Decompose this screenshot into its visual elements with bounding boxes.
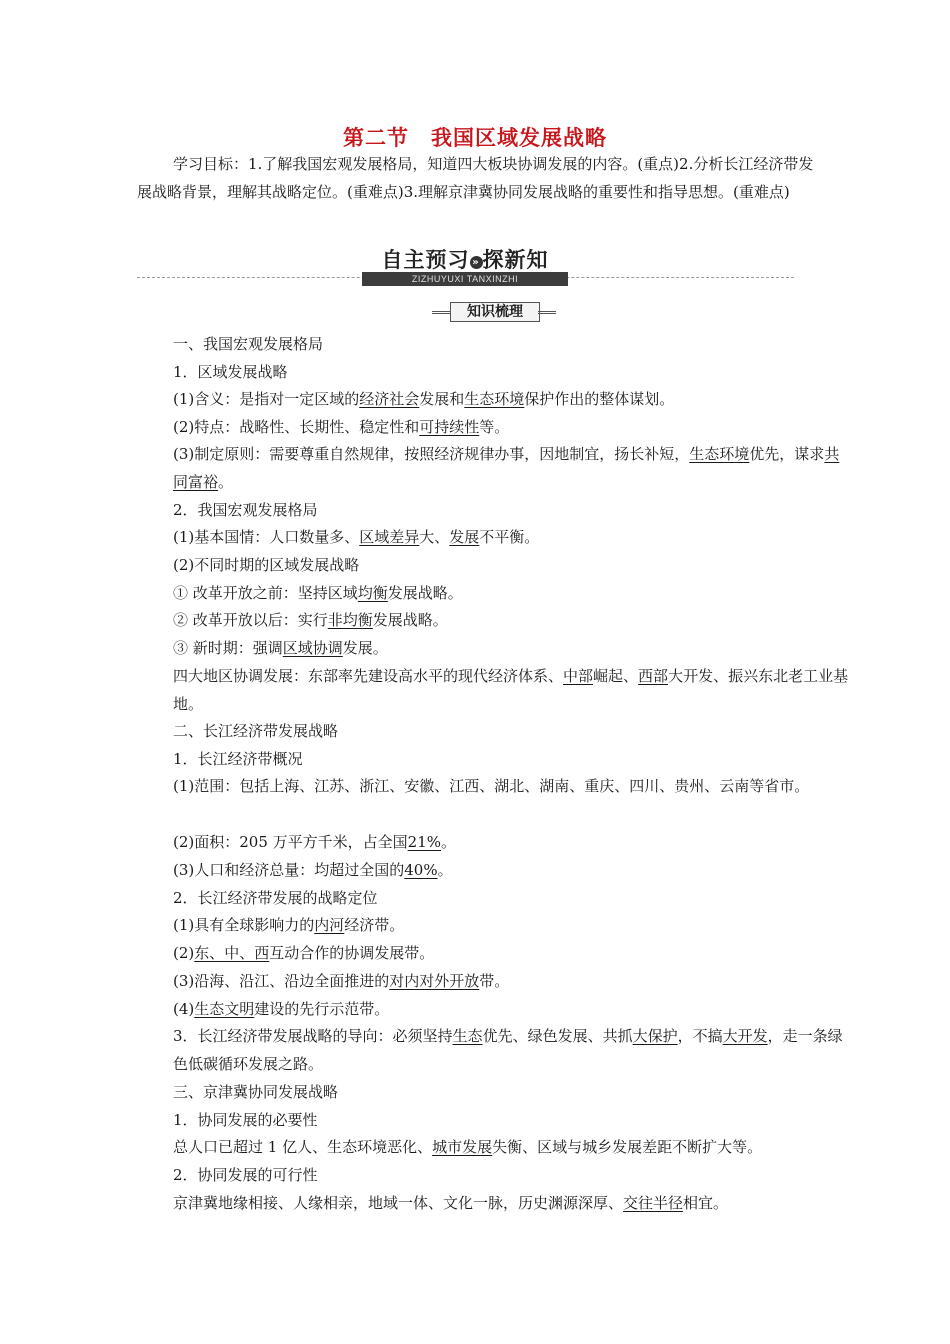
text-line: (1)基本国情：人口数量多、区域差异大、发展不平衡。 [173, 528, 540, 546]
answer-blank: 中部 [563, 667, 594, 685]
banner-title [362, 244, 568, 274]
answer-blank: 大保护 [632, 1027, 678, 1045]
answer-blank: 生态环 [689, 445, 735, 463]
text-line: (1)含义：是指对一定区域的经济社会发展和生态环境保护作出的整体谋划。 [173, 390, 675, 408]
answer-blank: 交往半径 [623, 1194, 684, 1212]
text-line: (1)范围：包括上海、江苏、浙江、安徽、江西、湖北、湖南、重庆、四川、贵州、云南等省市。 [173, 777, 810, 795]
subheading-3-1: 1．协同发展的必要性 [173, 1111, 318, 1129]
answer-blank: 大 [722, 1027, 738, 1045]
text-line: (2)特点：战略性、长期性、稳定性和可持续性等。 [173, 418, 510, 436]
subheading-1-2: 2．我国宏观发展格局 [173, 501, 318, 519]
heading-3: 三、京津冀协同发展战略 [173, 1083, 339, 1101]
heading-1: 一、我国宏观发展格局 [173, 335, 324, 353]
text-line: ② 改革开放以后：实行非均衡发展战略。 [173, 611, 448, 629]
text-line: (3)制定原则：需要尊重自然规律，按照经济规律办事，因地制宜，扬长补短，生态环境优先，谋求共同富裕。 [173, 445, 840, 491]
answer-blank: 共同富裕 [173, 445, 840, 491]
banner-title-a: 自主预习 [381, 248, 470, 272]
learning-goals: 学习目标：1.了解我国宏观发展格局，知道四大板块协调发展的内容。(重点)2.分析长江经济带发展战略背景，理解其战略定位。(重难点)3.理解京津冀协同发展战略的重要性和指导思想。(重难点) [137, 155, 814, 201]
answer-blank: 内河 [314, 916, 345, 934]
section-tag [432, 302, 556, 322]
text-line: 京津冀地缘相接、人缘相亲，地域一体、文化一脉，历史渊源深厚、交往半径相宜。 [173, 1194, 729, 1212]
answer-blank: 区域协调 [282, 639, 343, 657]
text-line: 3．长江经济带发展战略的导向：必须坚持生态优先、绿色发展、共抓大保护，不搞大开发，走一条绿色低碳循环发展之路。 [173, 1027, 843, 1073]
answer-blank: 东、中、西 [194, 944, 270, 962]
answer-blank: 经济社会 [359, 390, 420, 408]
answer-blank: 非均衡 [327, 611, 373, 629]
answer-blank: 对内对外开放 [389, 972, 480, 990]
text-line: 四大地区协调发展：东部率先建设高水平的现代经济体系、中部崛起、西部大开发、振兴东北老工业基地。 [173, 667, 849, 713]
answer-blank: 21% [407, 833, 441, 851]
text-line: ① 改革开放之前：坚持区域均衡发展战略。 [173, 584, 463, 602]
subheading-2-2: 2．长江经济带发展的战略定位 [173, 889, 378, 907]
answer-blank: 生态文明 [194, 1000, 255, 1018]
text-line: (1)具有全球影响力的内河经济带。 [173, 916, 405, 934]
heading-2: 二、长江经济带发展战略 [173, 722, 339, 740]
subheading-1-1: 1．区域发展战略 [173, 363, 288, 381]
text-line: ③ 新时期：强调区域协调发展。 [173, 639, 388, 657]
answer-blank: 生态环境 [464, 390, 525, 408]
text-line: (2)东、中、西互动合作的协调发展带。 [173, 944, 435, 962]
section-tag-label: 知识梳理 [450, 302, 540, 322]
text-line: (4)生态文明建设的先行示范带。 [173, 1000, 390, 1018]
subheading-2-1: 1．长江经济带概况 [173, 750, 303, 768]
arrow-icon: » [470, 256, 483, 269]
answer-blank: 均衡 [357, 584, 388, 602]
text-line: (3)人口和经济总量：均超过全国的40%。 [173, 861, 453, 879]
text-line: (2)面积：205 万平方千米，占全国21%。 [173, 833, 457, 851]
text-line: 总人口已超过 1 亿人、生态环境恶化、城市发展失衡、区域与城乡发展差距不断扩大等。 [173, 1138, 763, 1156]
text-line: (3)沿海、沿江、沿边全面推进的对内对外开放带。 [173, 972, 510, 990]
answer-blank: 生态 [452, 1027, 483, 1045]
answer-blank: 可持续性 [419, 418, 480, 436]
text-line: (2)不同时期的区域发展战略 [173, 556, 360, 574]
section-banner [362, 244, 568, 288]
page-title: 第二节 我国区域发展战略 [343, 126, 607, 150]
answer-blank: 发展 [449, 528, 480, 546]
banner-title-b: 探新知 [482, 248, 549, 272]
subheading-3-2: 2．协同发展的可行性 [173, 1166, 318, 1184]
answer-blank: 区域差异 [359, 528, 420, 546]
answer-blank: 40% [404, 861, 438, 879]
banner-subtitle: ZIZHUYUXI TANXINZHI [362, 272, 568, 286]
tag-rule-left [432, 311, 450, 314]
answer-blank: 西部 [638, 667, 669, 685]
tag-rule-right [538, 311, 556, 314]
answer-blank: 城市发展 [432, 1138, 493, 1156]
